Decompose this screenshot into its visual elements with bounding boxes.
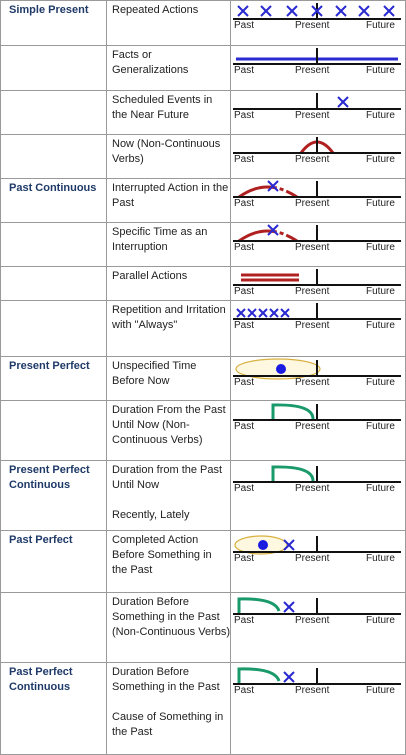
timeline-label-future: Future: [366, 377, 395, 388]
timeline-label-past: Past: [234, 65, 255, 76]
timeline-label-future: Future: [366, 615, 395, 626]
timeline-label-present: Present: [295, 377, 330, 388]
timeline-diagram: [233, 266, 401, 300]
event-dot: [276, 364, 286, 374]
timeline-label-past: Past: [234, 615, 255, 626]
timeline-label-future: Future: [366, 20, 395, 31]
timeline-label-future: Future: [366, 421, 395, 432]
column-divider: [106, 0, 107, 755]
usage-description: Completed Action Before Something in the Past: [112, 534, 212, 576]
border-left: [0, 0, 1, 755]
usage-description: Repetition and Irritation with "Always": [112, 304, 226, 331]
usage-description: Duration Before Something in the Past Cause of Something in the Past: [112, 666, 224, 738]
timeline-diagram: [233, 592, 401, 662]
timeline-diagram: [233, 460, 401, 530]
tense-name: Past Perfect Continuous: [9, 666, 73, 693]
timeline-label-future: Future: [366, 198, 395, 209]
timeline-label-present: Present: [295, 20, 330, 31]
tense-name: Past Continuous: [9, 182, 97, 194]
past-continuous-arc: [239, 187, 297, 197]
timeline-label-future: Future: [366, 242, 395, 253]
timeline-label-future: Future: [366, 685, 395, 696]
duration-arc: [239, 599, 279, 613]
timeline-diagram: [233, 530, 401, 592]
timeline-label-past: Past: [234, 421, 255, 432]
repeat-x-mark: [238, 6, 248, 16]
timeline-label-future: Future: [366, 110, 395, 121]
timeline-label-past: Past: [234, 110, 255, 121]
repetition-x-mark: [259, 309, 267, 317]
repetition-x-mark: [281, 309, 289, 317]
tense-name: Present Perfect Continuous: [9, 464, 90, 491]
usage-description: Unspecified Time Before Now: [112, 360, 197, 387]
timeline-label-past: Past: [234, 286, 255, 297]
timeline-svg: [233, 460, 401, 530]
past-event-x-mark: [284, 672, 294, 682]
duration-arc: [273, 405, 313, 419]
usage-description: Now (Non-Continuous Verbs): [112, 138, 221, 165]
timeline-label-present: Present: [295, 154, 330, 165]
repeat-x-mark: [261, 6, 271, 16]
timeline-label-past: Past: [234, 377, 255, 388]
timeline-label-present: Present: [295, 421, 330, 432]
past-event-x-mark: [284, 602, 294, 612]
timeline-label-present: Present: [295, 483, 330, 494]
timeline-diagram: [233, 356, 401, 400]
timeline-label-past: Past: [234, 320, 255, 331]
timeline-label-past: Past: [234, 553, 255, 564]
timeline-label-future: Future: [366, 154, 395, 165]
tense-name: Simple Present: [9, 4, 89, 16]
repetition-x-mark: [248, 309, 256, 317]
usage-description: Interrupted Action in the Past: [112, 182, 229, 209]
timeline-label-present: Present: [295, 286, 330, 297]
repeat-x-mark: [287, 6, 297, 16]
timeline-svg: [233, 662, 401, 755]
timeline-diagram: [233, 178, 401, 222]
timeline-label-present: Present: [295, 685, 330, 696]
timeline-label-future: Future: [366, 286, 395, 297]
timeline-label-past: Past: [234, 242, 255, 253]
usage-description: Repeated Actions: [112, 4, 199, 16]
repeat-x-mark: [359, 6, 369, 16]
timeline-label-future: Future: [366, 320, 395, 331]
timeline-label-present: Present: [295, 320, 330, 331]
scheduled-x-mark: [338, 97, 348, 107]
timeline-label-present: Present: [295, 110, 330, 121]
timeline-svg: [233, 592, 401, 662]
timeline-diagram: [233, 45, 401, 90]
usage-description: Duration from the Past Until Now Recently, Lately: [112, 464, 223, 521]
usage-description: Specific Time as an Interruption: [112, 226, 208, 253]
timeline-label-past: Past: [234, 483, 255, 494]
timeline-label-past: Past: [234, 20, 255, 31]
past-continuous-arc: [239, 231, 297, 241]
timeline-label-future: Future: [366, 553, 395, 564]
timeline-diagram: [233, 400, 401, 460]
timeline-label-past: Past: [234, 198, 255, 209]
event-dot: [258, 540, 268, 550]
repetition-x-mark: [237, 309, 245, 317]
duration-arc: [239, 669, 279, 683]
timeline-label-present: Present: [295, 65, 330, 76]
usage-description: Scheduled Events in the Near Future: [112, 94, 213, 121]
repeat-x-mark: [336, 6, 346, 16]
timeline-label-present: Present: [295, 242, 330, 253]
timeline-diagram: [233, 134, 401, 178]
timeline-label-past: Past: [234, 154, 255, 165]
tense-name: Present Perfect: [9, 360, 90, 372]
timeline-label-future: Future: [366, 483, 395, 494]
timeline-diagram: [233, 0, 401, 45]
repetition-x-mark: [270, 309, 278, 317]
duration-arc: [273, 467, 313, 481]
timeline-label-present: Present: [295, 553, 330, 564]
tense-name: Past Perfect: [9, 534, 73, 546]
timeline-diagram: [233, 300, 401, 356]
usage-description: Duration From the Past Until Now (Non-Continuous Verbs): [112, 404, 226, 446]
repeat-x-mark: [384, 6, 394, 16]
timeline-label-past: Past: [234, 685, 255, 696]
usage-description: Duration Before Something in the Past (Non-Continuous Verbs): [112, 596, 231, 638]
timeline-label-present: Present: [295, 615, 330, 626]
timeline-diagram: [233, 222, 401, 266]
usage-description: Parallel Actions: [112, 270, 188, 282]
timeline-label-present: Present: [295, 198, 330, 209]
column-divider: [230, 0, 231, 755]
timeline-label-future: Future: [366, 65, 395, 76]
timeline-diagram: [233, 662, 401, 755]
timeline-diagram: [233, 90, 401, 134]
usage-description: Facts or Generalizations: [112, 49, 189, 76]
